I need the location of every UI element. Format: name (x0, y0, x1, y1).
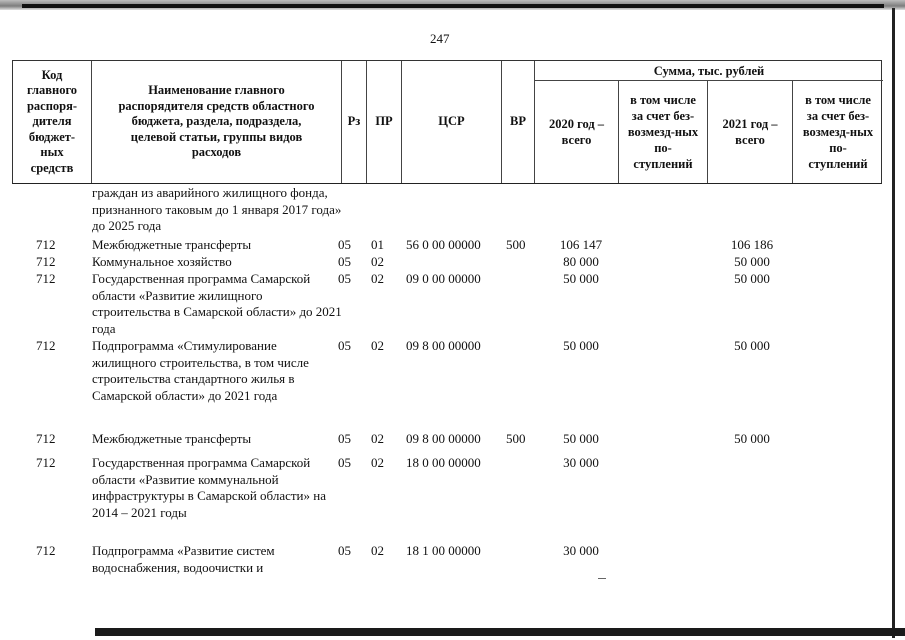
row-name: Межбюджетные трансферты (92, 431, 252, 446)
row-pr: 02 (371, 543, 384, 558)
row-rz: 05 (338, 338, 351, 353)
row-sum-2021: 50 000 (734, 431, 770, 446)
scan-edge-top-line (22, 4, 884, 8)
row-rz: 05 (338, 543, 351, 558)
row-name: Государственная программа Самарской области «Развитие жилищного строительства в Самарской области» до 2021 года (92, 271, 342, 336)
row-pr: 02 (371, 254, 384, 269)
scan-edge-right (892, 8, 895, 638)
row-sum-2020: 50 000 (563, 431, 599, 446)
header-2021-free-text: в том числе за счет без-возмезд-ных по-ступлений (802, 93, 874, 171)
row-csr: 18 0 00 00000 (406, 455, 481, 470)
header-code-text: Код главного распоря-дителя бюджет-ных средств (26, 67, 78, 175)
row-csr: 09 0 00 00000 (406, 271, 481, 286)
row-pr: 02 (371, 338, 384, 353)
page-number: 247 (430, 31, 450, 46)
header-2020-free-text: в том числе за счет без-возмезд-ных по-ступлений (627, 93, 699, 171)
header-rz: Рз (342, 61, 367, 183)
row-name: Коммунальное хозяйство (92, 254, 232, 269)
row-pr: 01 (371, 237, 384, 252)
row-code: 712 (36, 543, 56, 558)
header-vr: ВР (502, 61, 535, 183)
row-sum-2020: 80 000 (563, 254, 599, 269)
row-name: Подпрограмма «Стимулирование жилищного строительства, в том числе строительства стандартного жилья в Самарской области» до 2021 года (92, 338, 309, 403)
row-sum-2021: 50 000 (734, 338, 770, 353)
row-pr: 02 (371, 431, 384, 446)
table-header (12, 60, 882, 184)
row-rz: 05 (338, 271, 351, 286)
row-pr: 02 (371, 271, 384, 286)
header-pr: ПР (367, 61, 402, 183)
scan-mark (598, 578, 606, 579)
header-csr: ЦСР (402, 61, 502, 183)
header-2020-total (535, 81, 619, 183)
row-rz: 05 (338, 431, 351, 446)
row-vr: 500 (506, 237, 526, 252)
row-sum-2020: 50 000 (563, 338, 599, 353)
row-code: 712 (36, 338, 56, 353)
header-2021-free (793, 81, 883, 183)
scan-edge-bottom (95, 628, 905, 636)
row-code: 712 (36, 237, 56, 252)
row-csr: 56 0 00 00000 (406, 237, 481, 252)
row-sum-2020: 50 000 (563, 271, 599, 286)
header-2020-total-text: 2020 год – всего (548, 117, 605, 147)
header-2021-total-text: 2021 год – всего (722, 117, 778, 147)
header-name (92, 61, 342, 183)
row-name: Государственная программа Самарской области «Развитие коммунальной инфраструктуры в Самарской области» на 2014 – 2021 годы (92, 455, 326, 520)
row-sum-2020: 30 000 (563, 455, 599, 470)
row-rz: 05 (338, 237, 351, 252)
header-2021-total (708, 81, 793, 183)
row-csr: 18 1 00 00000 (406, 543, 481, 558)
row-code: 712 (36, 455, 56, 470)
row-sum-2021: 106 186 (730, 237, 774, 252)
row-csr: 09 8 00 00000 (406, 431, 481, 446)
row-sum-2020: 106 147 (559, 237, 603, 252)
row-csr: 09 8 00 00000 (406, 338, 481, 353)
row-name: Подпрограмма «Развитие систем водоснабжения, водоочистки и (92, 543, 275, 575)
row-code: 712 (36, 431, 56, 446)
row-code: 712 (36, 254, 56, 269)
row-sum-2021: 50 000 (734, 254, 770, 269)
row-rz: 05 (338, 254, 351, 269)
row-rz: 05 (338, 455, 351, 470)
row-name: граждан из аварийного жилищного фонда, признанного таковым до 1 января 2017 года» до 2025 года (92, 185, 342, 233)
header-2020-free (619, 81, 708, 183)
row-name: Межбюджетные трансферты (92, 237, 252, 252)
row-vr: 500 (506, 431, 526, 446)
header-sum: Сумма, тыс. рублей (535, 61, 883, 81)
row-code: 712 (36, 271, 56, 286)
header-code (13, 61, 92, 183)
row-pr: 02 (371, 455, 384, 470)
row-sum-2020: 30 000 (563, 543, 599, 558)
header-name-text: Наименование главного распорядителя средств областного бюджета, раздела, подраздела, целевой статьи, группы видов расходов (118, 83, 315, 160)
row-sum-2021: 50 000 (734, 271, 770, 286)
